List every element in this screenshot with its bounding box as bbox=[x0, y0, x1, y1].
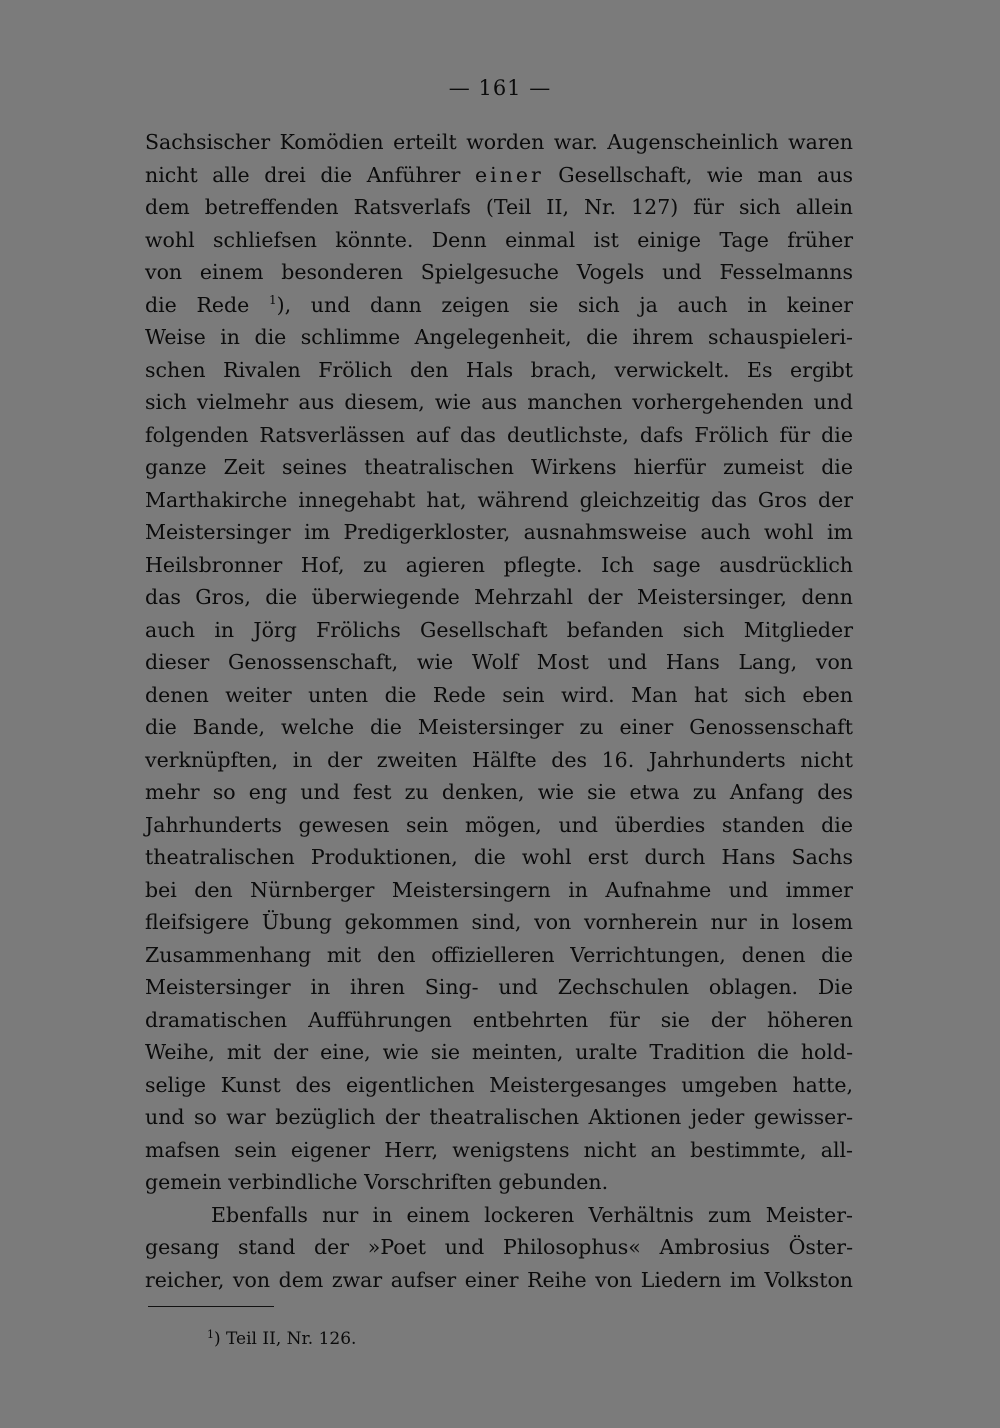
text-line: dieser Genossenschaft, wie Wolf Most und Hans Lang, von bbox=[145, 650, 853, 674]
text-line: von einem besonderen Spielgesuche Vogels und Fesselmanns bbox=[145, 260, 853, 284]
text-line: dem betreffenden Ratsverlafs (Teil II, Nr. 127) für sich allein bbox=[145, 195, 853, 219]
text-line: bei den Nürnberger Meistersingern in Aufnahme und immer bbox=[145, 877, 853, 902]
footnote-text: ) Teil II, Nr. 126. bbox=[214, 1329, 357, 1349]
paragraph-start-line: Ebenfalls nur in einem lockeren Verhältnis zum Meister- bbox=[211, 1202, 853, 1227]
footnote-marker: 1 bbox=[207, 1328, 214, 1341]
paragraph-end-line: gemein verbindliche Vorschriften gebunden. bbox=[145, 1170, 609, 1194]
text-line: sich vielmehr aus diesem, wie aus manchen vorhergehenden und bbox=[145, 390, 853, 414]
text-line: und so war bezüglich der theatralischen Aktionen jeder gewisser- bbox=[145, 1105, 853, 1129]
text-line: nicht alle drei die Anführer einer Gesellschaft, wie man aus bbox=[145, 162, 853, 187]
text-line: selige Kunst des eigentlichen Meistergesanges umgeben hatte, bbox=[145, 1072, 853, 1097]
text-line: Marthakirche innegehabt hat, während gleichzeitig das Gros der bbox=[145, 487, 853, 512]
page-number: — 161 — bbox=[448, 76, 552, 100]
text-line: reicher, von dem zwar aufser einer Reihe von Liedern im Volkston bbox=[145, 1267, 853, 1292]
text-line: gesang stand der »Poet und Philosophus« Ambrosius Öster- bbox=[145, 1235, 853, 1259]
emphasized-word: einer bbox=[474, 162, 544, 187]
text-line: verknüpften, in der zweiten Hälfte des 16. Jahrhunderts nicht bbox=[145, 747, 853, 772]
text-line: wohl schliefsen könnte. Denn einmal ist einige Tage früher bbox=[145, 227, 853, 252]
text-line: ganze Zeit seines theatralischen Wirkens hierfür zumeist die bbox=[145, 455, 853, 479]
text-line: theatralischen Produktionen, die wohl erst durch Hans Sachs bbox=[145, 845, 853, 869]
text-line: schen Rivalen Frölich den Hals brach, verwickelt. Es ergibt bbox=[145, 357, 853, 382]
footnote-divider bbox=[148, 1306, 274, 1307]
text-line: mehr so eng und fest zu denken, wie sie etwa zu Anfang des bbox=[145, 780, 853, 804]
text-line: Jahrhunderts gewesen sein mögen, und überdies standen die bbox=[145, 812, 853, 837]
text-line: die Rede $^1$), und dann zeigen sie sich ja auch in keiner bbox=[145, 292, 853, 317]
footnote bbox=[207, 1326, 356, 1352]
text-line: fleifsigere Übung gekommen sind, von vornherein nur in losem bbox=[145, 910, 853, 934]
text-line: Sachsischer Komödien erteilt worden war. Augenscheinlich waren bbox=[145, 130, 853, 154]
text-line: Meistersinger im Predigerkloster, ausnahmsweise auch wohl im bbox=[145, 520, 853, 544]
text-line: Weise in die schlimme Angelegenheit, die ihrem schauspieleri- bbox=[145, 325, 853, 349]
text-line: das Gros, die überwiegende Mehrzahl der Meistersinger, denn bbox=[145, 585, 853, 609]
text-line: auch in Jörg Frölichs Gesellschaft befanden sich Mitglieder bbox=[145, 617, 853, 642]
footnote-reference: 1 bbox=[268, 292, 277, 307]
text-line: denen weiter unten die Rede sein wird. Man hat sich eben bbox=[145, 682, 853, 707]
text-line: folgenden Ratsverlässen auf das deutlichste, dafs Frölich für die bbox=[145, 422, 853, 447]
text-line: die Bande, welche die Meistersinger zu einer Genossenschaft bbox=[145, 715, 853, 739]
text-line: Zusammenhang mit den offizielleren Verrichtungen, denen die bbox=[145, 942, 853, 967]
text-line: dramatischen Aufführungen entbehrten für sie der höheren bbox=[145, 1007, 853, 1032]
body-text bbox=[145, 126, 853, 1296]
text-line: Heilsbronner Hof, zu agieren pflegte. Ich sage ausdrücklich bbox=[145, 552, 853, 577]
text-line: Meistersinger in ihren Sing- und Zechschulen oblagen. Die bbox=[145, 975, 853, 999]
text-line: mafsen sein eigener Herr, wenigstens nicht an bestimmte, all- bbox=[145, 1137, 853, 1162]
text-line: Weihe, mit der eine, wie sie meinten, uralte Tradition die hold- bbox=[145, 1040, 853, 1064]
